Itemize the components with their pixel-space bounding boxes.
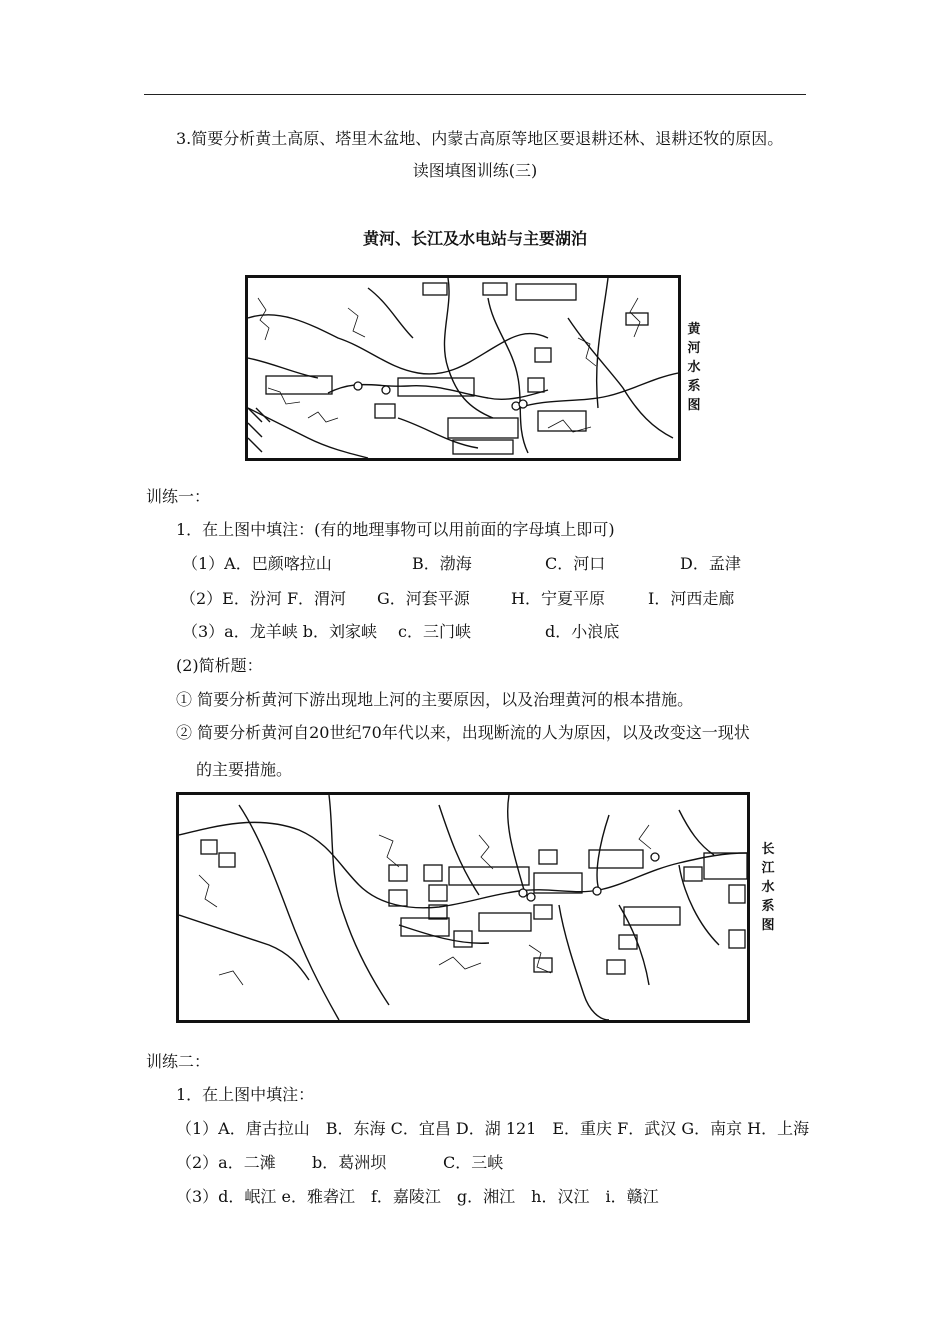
yellow-river-sketch (248, 278, 678, 458)
ex1-row2-b: G．河套平源 (377, 589, 470, 608)
ex1-row1-a: （1）A．巴颜喀拉山 (182, 554, 332, 573)
map-heading: 黄河、长江及水电站与主要湖泊 (362, 229, 587, 248)
ex2-row3: （3）d．岷江 e．雅砻江 f．嘉陵江 g．湘江 h．汉江 i．赣江 (176, 1187, 659, 1206)
ex1-row2-d: I．河西走廊 (648, 589, 735, 608)
ex1-row2-c: H．宁夏平原 (511, 589, 605, 608)
yellow-river-map-label: 黄 河 水 系 图 (687, 322, 701, 413)
ex1-row1-b: B．渤海 (412, 554, 472, 573)
ex1-row3-a: （3）a．龙羊峡 b．刘家峡 (182, 622, 378, 641)
exercise-1-q2: (2)简析题： (176, 656, 263, 675)
ex1-row3-c: d．小浪底 (545, 622, 620, 641)
ex2-row2-c: C．三峡 (443, 1153, 504, 1172)
exercise-1-q1: 1．在上图中填注：(有的地理事物可以用前面的字母填上即可) (176, 520, 615, 539)
yellow-river-map (245, 275, 681, 461)
exercise-1-q2-2: ② 简要分析黄河自20世纪70年代以来，出现断流的人为原因，以及改变这一现状 (176, 723, 750, 742)
exercise-1-q2-2-cont: 的主要措施。 (196, 760, 293, 779)
ex2-row2-a: （2）a．二滩 (176, 1153, 276, 1172)
top-rule (144, 94, 806, 95)
exercise-1-title: 训练一： (146, 487, 211, 506)
question-3: 3.简要分析黄土高原、塔里木盆地、内蒙古高原等地区要退耕还林、退耕还牧的原因。 (176, 129, 784, 148)
exercise-2-title: 训练二： (146, 1052, 211, 1071)
ex2-row2-b: b．葛洲坝 (312, 1153, 387, 1172)
ex1-row1-c: C．河口 (545, 554, 606, 573)
ex1-row2-a: （2）E．汾河 F．渭河 (180, 589, 347, 608)
yangtze-river-map (176, 792, 750, 1023)
section-title: 读图填图训练(三) (412, 161, 538, 180)
exercise-2-q1: 1．在上图中填注： (176, 1085, 315, 1104)
ex2-row1: （1）A．唐古拉山 B．东海 C．宜昌 D．湖 121 E．重庆 F．武汉 G．南京 H．上海 (176, 1119, 810, 1138)
exercise-1-q2-1: ① 简要分析黄河下游出现地上河的主要原因，以及治理黄河的根本措施。 (176, 690, 694, 709)
ex1-row3-b: c．三门峡 (398, 622, 471, 641)
yangtze-river-map-label: 长 江 水 系 图 (761, 842, 775, 933)
yangtze-river-sketch (179, 795, 747, 1020)
ex1-row1-d: D．孟津 (680, 554, 741, 573)
